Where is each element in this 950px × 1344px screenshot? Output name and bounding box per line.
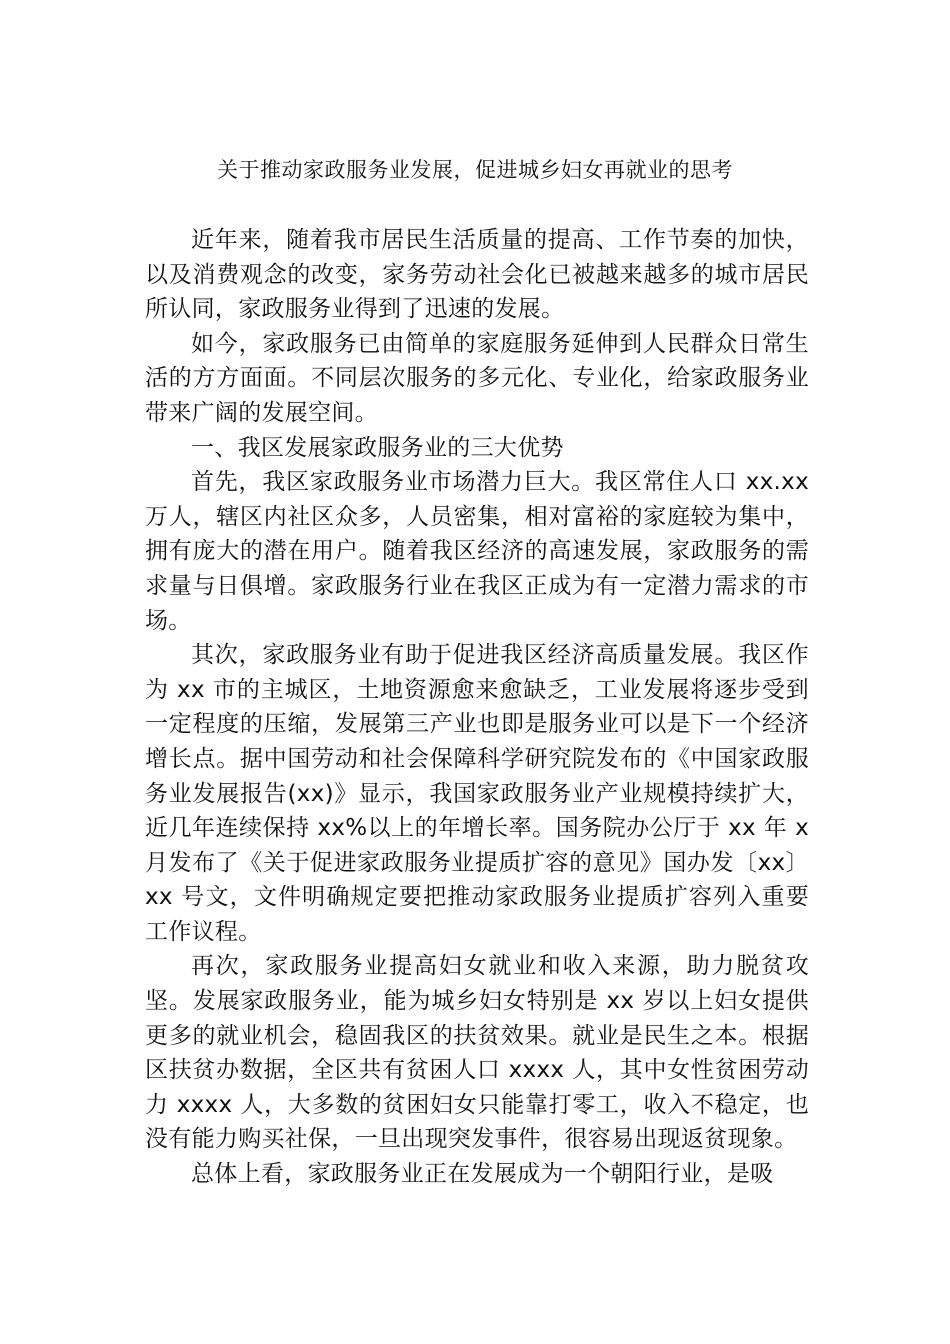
document-title: 关于推动家政服务业发展，促进城乡妇女再就业的思考	[217, 158, 733, 182]
paragraph-summary: 总体上看，家政服务业正在发展成为一个朝阳行业，是吸	[191, 1161, 774, 1188]
document-body	[145, 223, 809, 1192]
paragraph-third-advantage: 再次，家政服务业提高妇女就业和收入来源，助力脱贫攻坚。发展家政服务业，能为城乡妇女特别是 xx 岁以上妇女提供更多的就业机会，稳固我区的扶贫效果。就业是民生之本。根据区扶贫办数据，全区共有贫困人口 xxxx 人，其中女性贫困劳动力 xxxx 人，大多数的贫困妇女只能靠打零工，收入不稳定，也没有能力购买社保，一旦出现突发事件，很容易出现返贫现象。	[145, 953, 809, 1153]
paragraph-second-advantage: 其次，家政服务业有助于促进我区经济高质量发展。我区作为 xx 市的主城区，土地资源愈来愈缺乏，工业发展将逐步受到一定程度的压缩，发展第三产业也即是服务业可以是下一个经济增长点。据中国劳动和社会保障科学研究院发布的《中国家政服务业发展报告(xx)》显示，我国家政服务业产业规模持续扩大，近几年连续保持 xx%以上的年增长率。国务院办公厅于 xx 年 x 月发布了《关于促进家政服务业提质扩容的意见》国办发〔xx〕xx 号文，文件明确规定要把推动家政服务业提质扩容列入重要工作议程。	[145, 642, 809, 945]
paragraph-first-advantage: 首先，我区家政服务业市场潜力巨大。我区常住人口 xx.xx 万人，辖区内社区众多，人员密集，相对富裕的家庭较为集中，拥有庞大的潜在用户。随着我区经济的高速发展，家政服务的需求量与日俱增。家政服务行业在我区正成为有一定潜力需求的市场。	[145, 469, 809, 634]
paragraph-current-status: 如今，家政服务已由简单的家庭服务延伸到人民群众日常生活的方方面面。不同层次服务的多元化、专业化，给家政服务业带来广阔的发展空间。	[145, 330, 809, 426]
section-heading-advantages: 一、我区发展家政服务业的三大优势	[191, 434, 564, 461]
paragraph-intro: 近年来，随着我市居民生活质量的提高、工作节奏的加快，以及消费观念的改变，家务劳动社会化已被越来越多的城市居民所认同，家政服务业得到了迅速的发展。	[145, 227, 809, 323]
